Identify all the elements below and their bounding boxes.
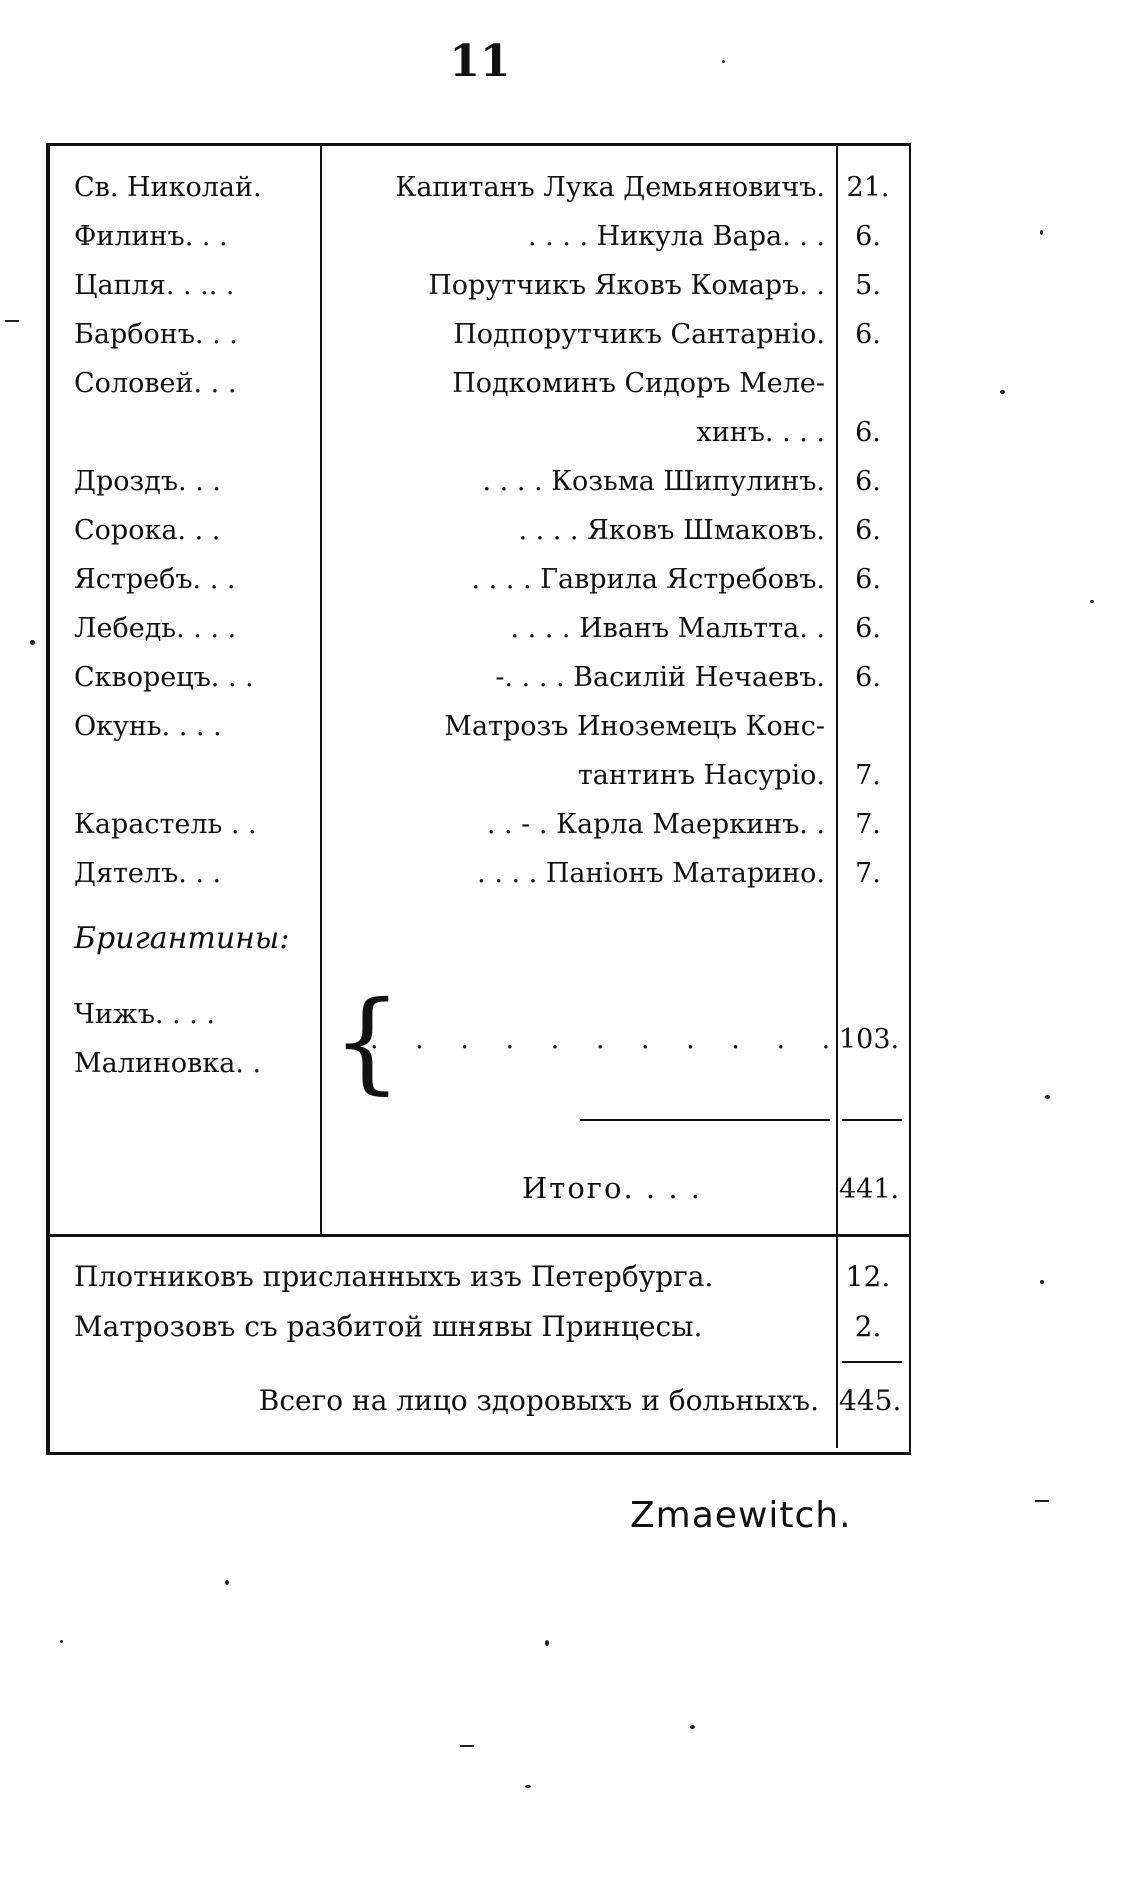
print-speck xyxy=(1000,390,1005,394)
officer-name: . . . . Яковъ Шмаковъ. xyxy=(518,515,825,546)
table-row xyxy=(50,262,915,310)
officer-name: -. . . . Василій Нечаевъ. xyxy=(495,662,825,693)
ship-name: Соловей. . . xyxy=(74,368,237,399)
crew-table xyxy=(46,143,911,1455)
officer-name: хинъ. . . . xyxy=(696,417,825,448)
ship-name: Окунь. . . . xyxy=(74,711,222,742)
officer-name: Капитанъ Лука Демьяновичъ. xyxy=(395,172,825,203)
officer-name: Подпорутчикъ Сантарніо. xyxy=(453,319,825,350)
crew-count: 2. xyxy=(854,1310,882,1343)
table-row xyxy=(50,311,915,359)
crew-count: 21. xyxy=(846,172,890,203)
table-row xyxy=(50,164,915,212)
ship-name: Карастель . . xyxy=(74,809,257,840)
table-row xyxy=(50,360,915,408)
officer-name: Подкоминъ Сидоръ Меле- xyxy=(452,368,825,399)
subtotal-row xyxy=(50,1166,915,1214)
officer-name: . . . . Никула Вара. . . xyxy=(527,221,825,252)
crew-count: 6. xyxy=(855,515,881,546)
row-label: Плотниковъ присланныхъ изъ Петербурга. xyxy=(74,1260,714,1293)
print-speck xyxy=(545,1640,549,1646)
leader-dots: . . . . . . . . . . . xyxy=(370,1024,845,1055)
print-speck xyxy=(460,1745,474,1747)
crew-count: 5. xyxy=(855,270,881,301)
officer-name: . . . . Паніонъ Матарино. xyxy=(477,858,825,889)
table-row xyxy=(50,752,915,800)
table-row xyxy=(50,703,915,751)
ship-name: Св. Николай. xyxy=(74,172,262,203)
officer-name: . . . . Козьма Шипулинъ. xyxy=(482,466,825,497)
crew-count: 103. xyxy=(839,1024,900,1055)
print-speck xyxy=(30,640,35,645)
ship-name: Малиновка. . xyxy=(74,1048,262,1079)
officer-name: Порутчикъ Яковъ Комаръ. . xyxy=(428,270,825,301)
table-row xyxy=(50,1016,915,1064)
print-speck xyxy=(1045,1095,1050,1099)
page-number: 11 xyxy=(449,36,511,87)
ship-name: Барбонъ. . . xyxy=(74,319,238,350)
signature: Zmaewitch. xyxy=(630,1495,852,1536)
ship-name: Скворецъ. . . xyxy=(74,662,254,693)
print-speck xyxy=(1035,1500,1049,1502)
print-speck xyxy=(5,320,19,322)
ship-name: Цапля. . .. . xyxy=(74,270,235,301)
table-row xyxy=(50,654,915,702)
table-row xyxy=(50,605,915,653)
brace-symbol: { xyxy=(332,977,402,1105)
print-speck xyxy=(225,1580,229,1585)
table-row xyxy=(50,213,915,261)
officer-name: . . . . Гаврила Ястребовъ. xyxy=(471,564,825,595)
officer-name: Матрозъ Иноземецъ Конс- xyxy=(444,711,825,742)
table-row xyxy=(50,1302,915,1352)
total-value: 445. xyxy=(839,1384,902,1417)
total-rule xyxy=(842,1361,902,1363)
officer-name: . . . . Иванъ Мальтта. . xyxy=(510,613,825,644)
subtotal-label: Итого. . . . xyxy=(522,1171,702,1205)
table-row xyxy=(50,458,915,506)
table-row xyxy=(50,850,915,898)
ship-name: Ястребъ. . . xyxy=(74,564,236,595)
ship-name: Дятелъ. . . xyxy=(74,858,222,889)
subtotal-value: 441. xyxy=(839,1174,900,1205)
row-label: Матрозовъ съ разбитой шнявы Принцесы. xyxy=(74,1310,703,1343)
crew-count: 6. xyxy=(855,564,881,595)
section-rule xyxy=(50,1234,911,1237)
ship-name: Чижъ. . . . xyxy=(74,999,215,1030)
crew-count: 6. xyxy=(855,662,881,693)
print-speck xyxy=(1040,230,1043,235)
print-speck xyxy=(60,1640,63,1643)
crew-count: 7. xyxy=(855,760,881,791)
crew-count: 6. xyxy=(855,319,881,350)
crew-count: 6. xyxy=(855,613,881,644)
print-speck xyxy=(690,1725,695,1729)
table-row xyxy=(50,409,915,457)
subtotal-rule xyxy=(580,1119,830,1121)
crew-count: 7. xyxy=(855,858,881,889)
ship-name: Лебедь. . . . xyxy=(74,613,237,644)
ship-name: Дроздъ. . . xyxy=(74,466,221,497)
subtotal-rule xyxy=(842,1119,902,1121)
print-speck xyxy=(525,1785,531,1788)
ship-name: Филинъ. . . xyxy=(74,221,228,252)
print-speck xyxy=(1040,1280,1044,1284)
ship-name: Сорока. . . xyxy=(74,515,221,546)
crew-count: 6. xyxy=(855,221,881,252)
section-heading-brigantines: Бригантины: xyxy=(74,921,290,956)
table-row xyxy=(50,556,915,604)
officer-name: тантинъ Насуріо. xyxy=(577,760,825,791)
table-row xyxy=(50,1252,915,1302)
table-row xyxy=(50,801,915,849)
crew-count: 6. xyxy=(855,466,881,497)
crew-count: 7. xyxy=(855,809,881,840)
total-label: Всего на лицо здоровыхъ и больныхъ. xyxy=(258,1384,819,1417)
crew-count: 6. xyxy=(855,417,881,448)
officer-name: . . - . Карла Маеркинъ. . xyxy=(486,809,825,840)
print-speck xyxy=(1090,600,1094,603)
table-row xyxy=(50,507,915,555)
print-speck xyxy=(722,60,725,63)
total-row xyxy=(50,1376,915,1426)
crew-count: 12. xyxy=(845,1260,891,1293)
